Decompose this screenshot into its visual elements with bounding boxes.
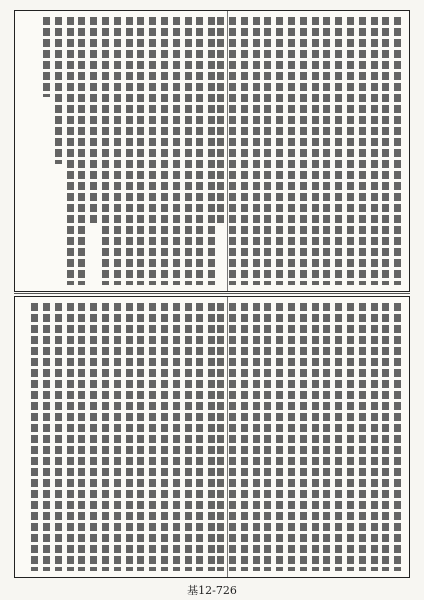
text-column xyxy=(206,303,217,571)
text-column xyxy=(76,303,87,571)
text-column xyxy=(380,17,391,285)
text-column xyxy=(53,17,64,285)
text-column xyxy=(29,303,40,571)
text-column xyxy=(159,303,170,571)
text-column xyxy=(298,17,309,285)
text-column xyxy=(298,303,309,571)
text-column xyxy=(392,17,403,285)
text-column xyxy=(227,303,238,571)
text-column xyxy=(41,303,52,571)
text-column xyxy=(194,303,205,571)
text-column xyxy=(147,303,158,571)
text-column xyxy=(274,17,285,285)
text-column xyxy=(333,303,344,571)
text-column xyxy=(65,17,76,285)
text-column xyxy=(100,17,111,285)
text-column xyxy=(124,17,135,285)
text-column xyxy=(286,303,297,571)
text-column xyxy=(286,17,297,285)
text-column xyxy=(159,17,170,285)
text-column xyxy=(194,17,205,285)
text-column xyxy=(147,17,158,285)
text-column xyxy=(206,17,217,285)
top-right-columns xyxy=(207,17,403,285)
top-left-columns xyxy=(21,17,217,285)
text-column xyxy=(262,303,273,571)
text-column xyxy=(76,17,87,285)
text-column xyxy=(251,17,262,285)
text-column xyxy=(321,17,332,285)
panel-divider xyxy=(14,293,410,294)
text-column xyxy=(112,17,123,285)
text-column xyxy=(357,17,368,285)
text-column xyxy=(183,17,194,285)
text-column xyxy=(239,17,250,285)
text-column xyxy=(369,303,380,571)
text-column xyxy=(310,17,321,285)
text-column xyxy=(124,303,135,571)
page-number: 基12-726 xyxy=(187,584,237,597)
text-column xyxy=(333,17,344,285)
scanned-page xyxy=(14,10,410,578)
text-column xyxy=(135,303,146,571)
bottom-left-columns xyxy=(21,303,217,571)
text-column xyxy=(262,17,273,285)
text-column xyxy=(227,17,238,285)
text-column xyxy=(369,17,380,285)
text-column xyxy=(88,17,99,285)
text-column xyxy=(392,303,403,571)
text-column xyxy=(171,17,182,285)
text-column xyxy=(274,303,285,571)
text-column xyxy=(88,303,99,571)
text-column xyxy=(183,303,194,571)
text-column xyxy=(251,303,262,571)
text-column xyxy=(135,17,146,285)
bottom-right-columns xyxy=(207,303,403,571)
text-column xyxy=(171,303,182,571)
text-column xyxy=(41,17,52,285)
text-column xyxy=(357,303,368,571)
text-column xyxy=(65,303,76,571)
text-column xyxy=(112,303,123,571)
text-column xyxy=(239,303,250,571)
text-column xyxy=(321,303,332,571)
text-column xyxy=(53,303,64,571)
text-column xyxy=(345,17,356,285)
bottom-panel xyxy=(14,296,410,578)
text-column xyxy=(345,303,356,571)
top-panel xyxy=(14,10,410,292)
text-column xyxy=(380,303,391,571)
text-column xyxy=(100,303,111,571)
text-column xyxy=(310,303,321,571)
